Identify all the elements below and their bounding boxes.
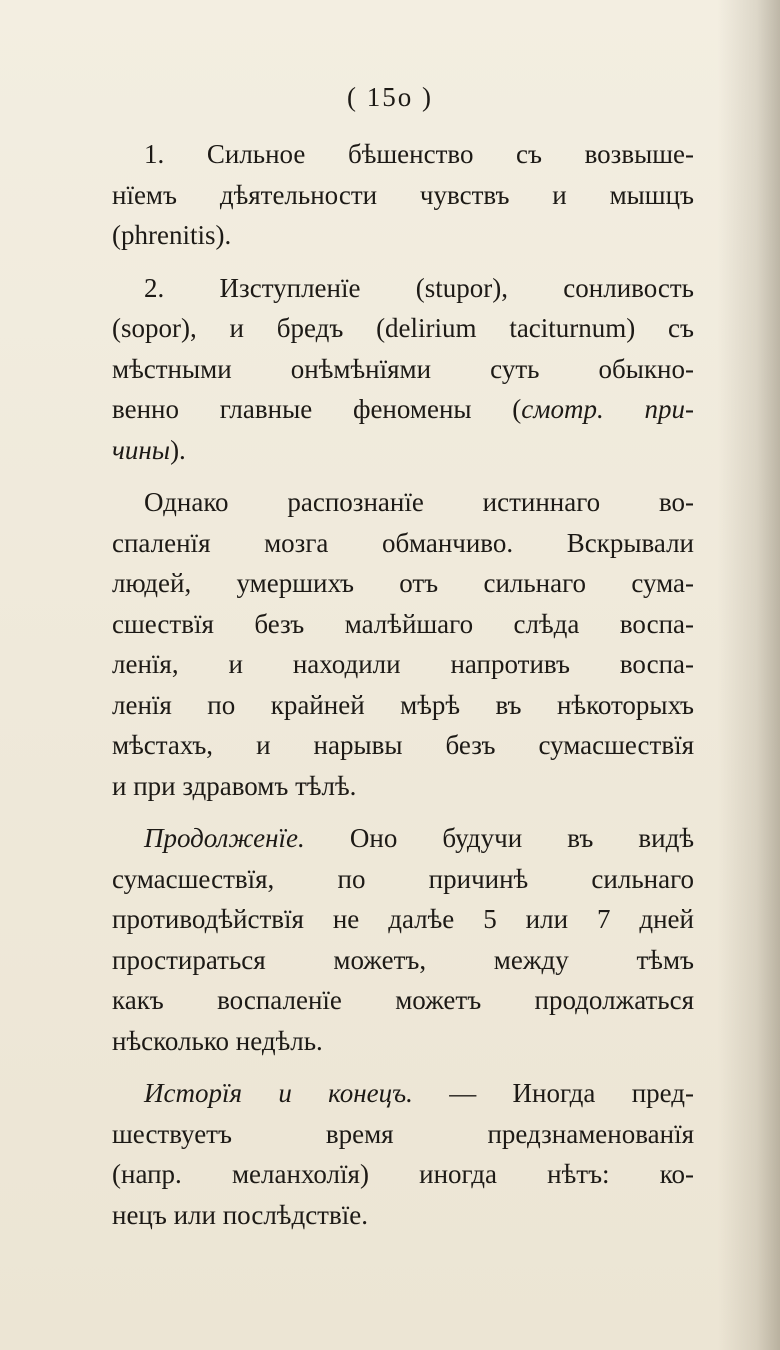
text-line: ленїя, и находили напротивъ воспа-: [112, 649, 694, 679]
text-line: сшествїя безъ малѣйшаго слѣда воспа-: [112, 608, 694, 639]
text-line: 2. Изступленїе (stupor), сонливость: [144, 272, 694, 303]
text-line: мѣстахъ, и нарывы безъ сумасшествїя: [112, 730, 694, 760]
text-line: Однако распознанїе истиннаго во-: [144, 487, 694, 517]
text-line: нецъ или послѣдствїе.: [112, 1199, 368, 1230]
paragraph-5: [112, 1073, 694, 1235]
text-line: (phrenitis).: [112, 220, 232, 250]
text-line: (sopor), и бредъ (delirium taciturnum) съ: [112, 313, 694, 343]
text-line: нѣсколько недѣль.: [112, 1025, 323, 1056]
paragraph-3: [112, 482, 694, 806]
paragraph-4: [112, 818, 694, 1061]
text-line: мѣстными онѣмѣнїями суть обыкно-: [112, 353, 694, 384]
text-line: [112, 1073, 694, 1114]
text-line: и при здравомъ тѣлѣ.: [112, 770, 357, 801]
text-fragment: Оно будучи въ видѣ: [304, 823, 694, 853]
text-line: [112, 389, 694, 430]
text-line: спаленїя мозга обманчиво. Вскрывали: [112, 527, 694, 558]
text-fragment: венно главные феномены (: [112, 394, 522, 424]
page-text: [112, 134, 694, 1247]
section-heading: Продолженїе.: [144, 823, 305, 853]
text-line: сумасшествїя, по причинѣ сильнаго: [112, 863, 694, 894]
text-line: чины).: [112, 434, 186, 465]
section-heading: Исторїя и конецъ.: [144, 1078, 413, 1108]
text-line: шествуетъ время предзнаменованїя: [112, 1118, 694, 1149]
text-line: какъ воспаленїе можетъ продолжаться: [112, 985, 694, 1015]
text-line: нїемъ дѣятельности чувствъ и мышцъ: [112, 179, 694, 210]
text-line: людей, умершихъ отъ сильнаго сума-: [112, 568, 694, 598]
italic-reference: чины: [112, 434, 171, 465]
text-line: противодѣйствїя не далѣе 5 или 7 дней: [112, 904, 694, 934]
text-line: 1. Сильное бѣшенство съ возвыше-: [144, 139, 694, 169]
text-line: простираться можетъ, между тѣмъ: [112, 944, 694, 975]
text-line: [112, 818, 694, 859]
paragraph-1: [112, 134, 694, 256]
paragraph-2: [112, 268, 694, 471]
page-number: ( 15о ): [347, 82, 433, 112]
text-line: (напр. меланхолїя) иногда нѣтъ: ко-: [112, 1159, 694, 1189]
text-line: ленїя по крайней мѣрѣ въ нѣкоторыхъ: [112, 689, 694, 720]
text-fragment: — Иногда пред-: [412, 1078, 694, 1108]
italic-reference: смотр. при-: [521, 394, 694, 424]
